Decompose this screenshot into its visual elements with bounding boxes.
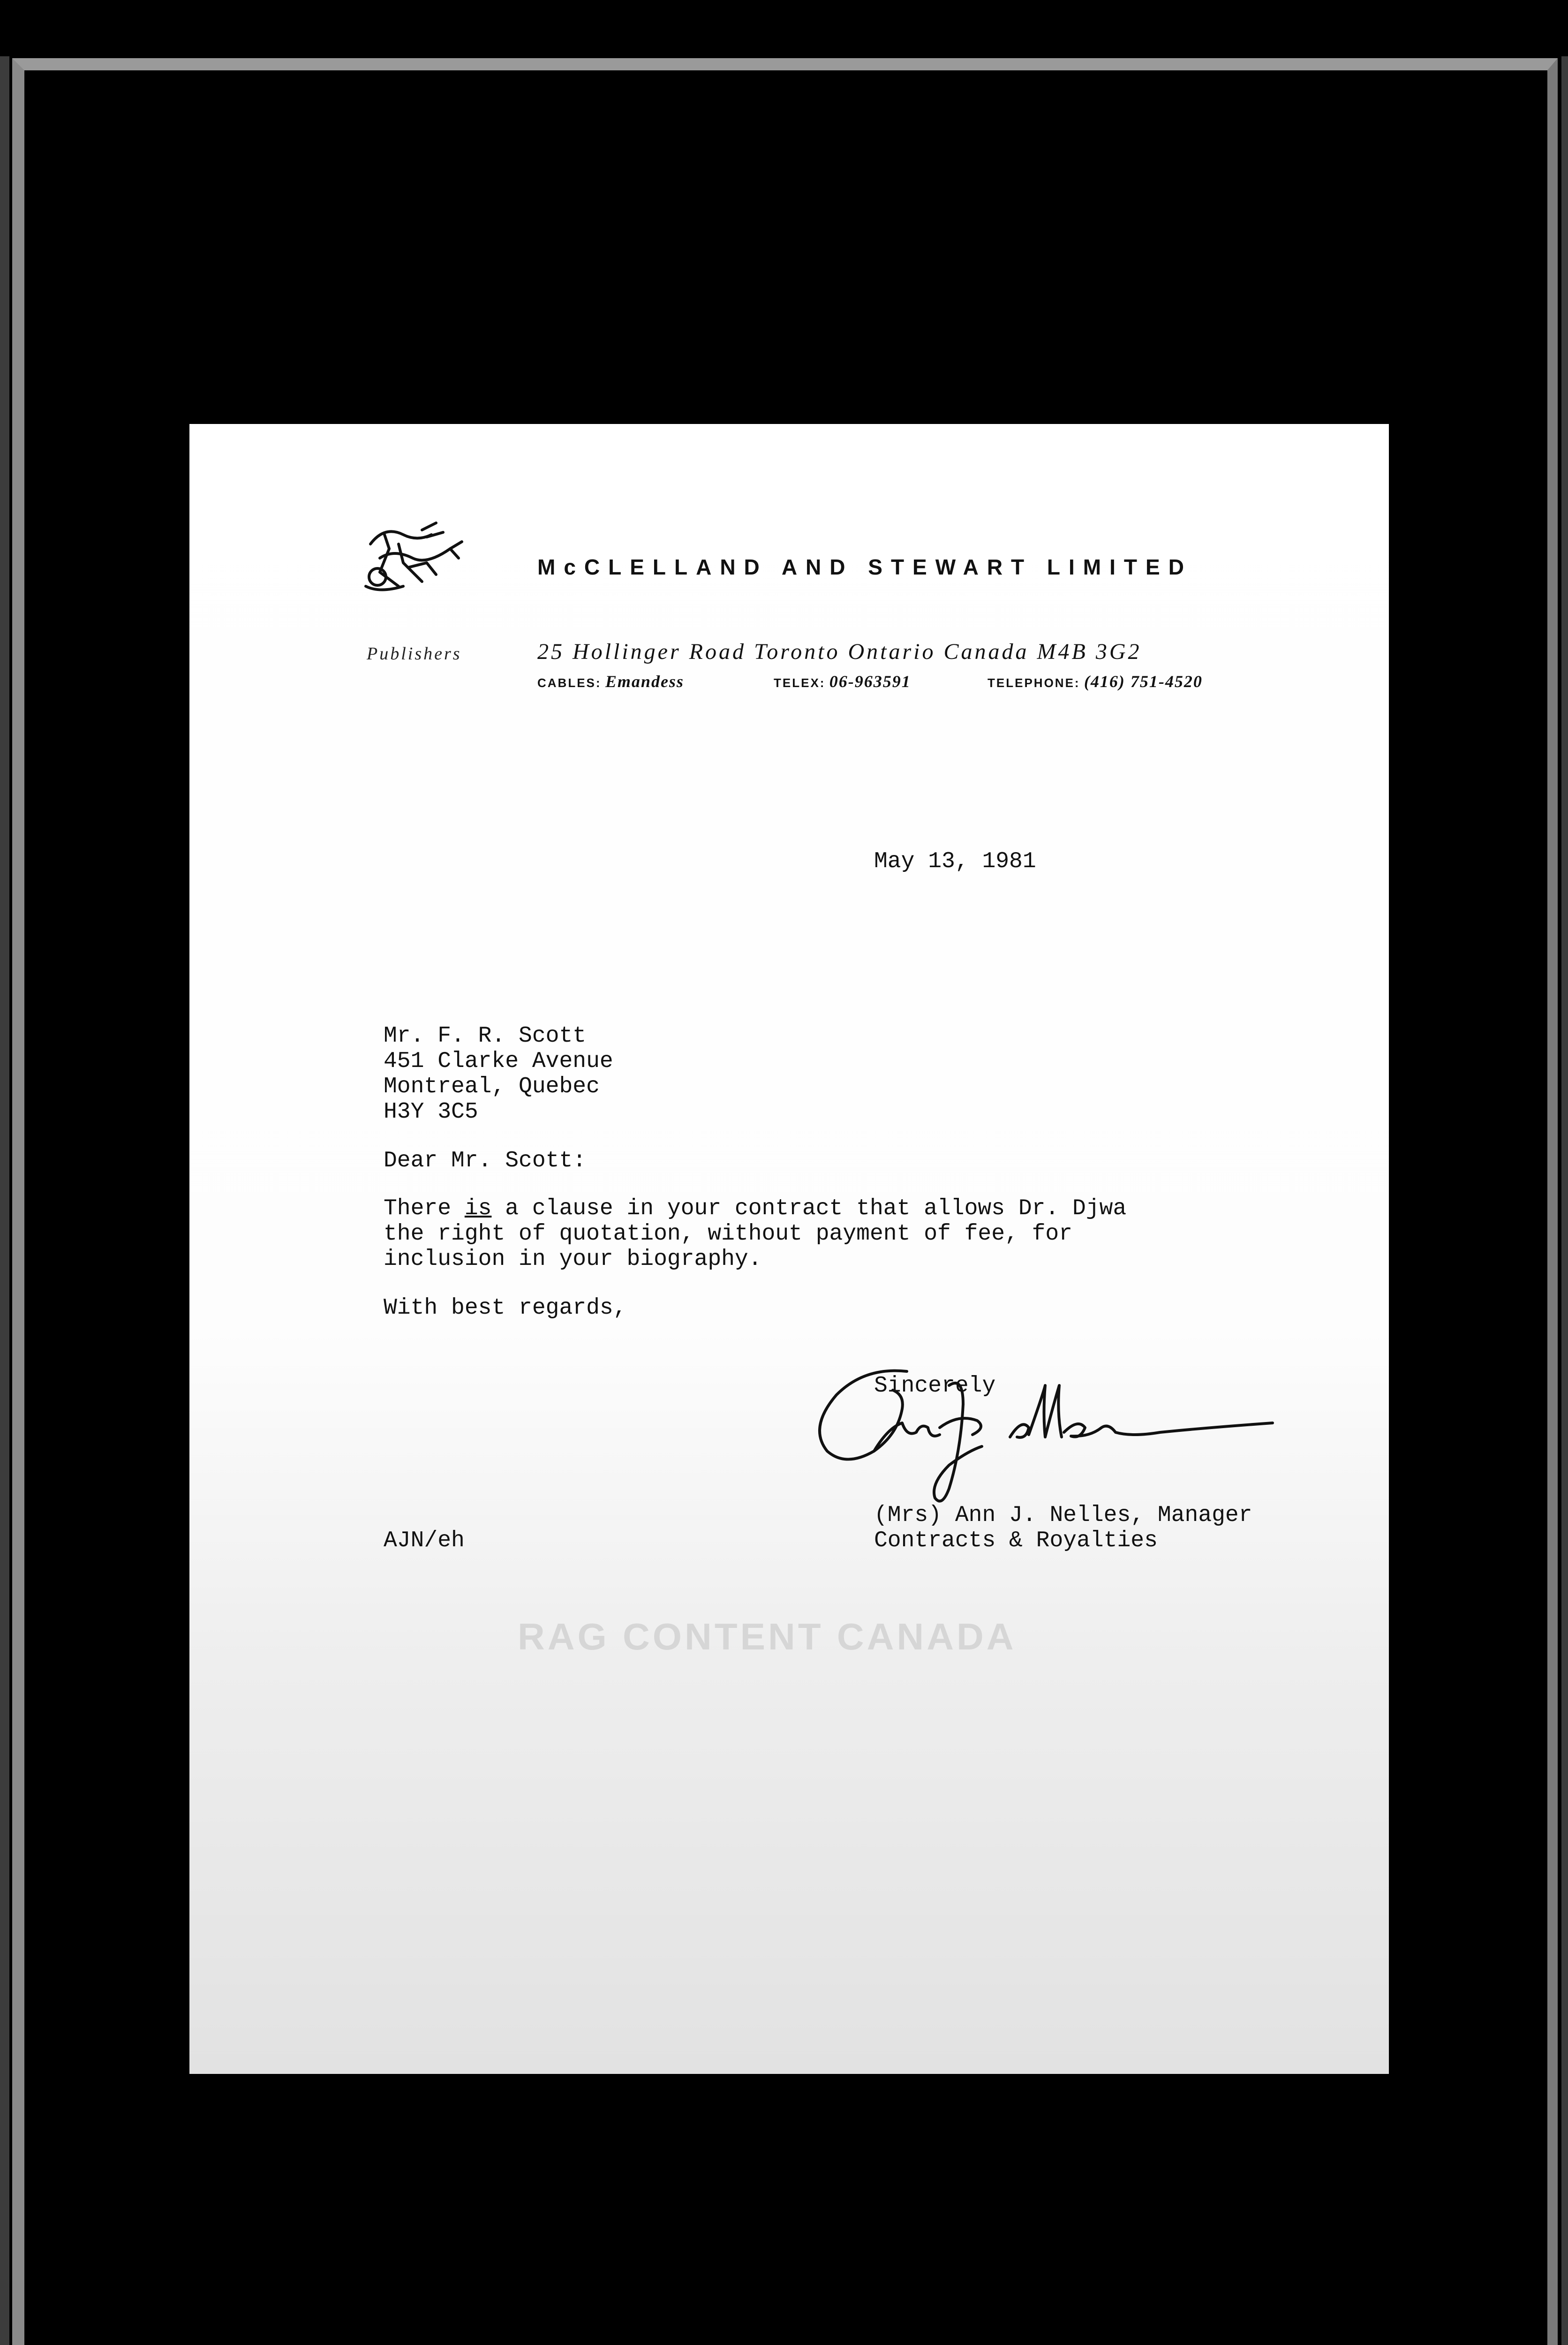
addressee-line: 451 Clarke Avenue (384, 1049, 613, 1074)
contact-line (537, 672, 1288, 695)
letter-page (189, 424, 1389, 2074)
signer-block (874, 1503, 1252, 1553)
publisher-logo-icon (352, 516, 464, 600)
telex-label: TELEX: (774, 676, 826, 690)
publishers-label: Publishers (367, 644, 462, 664)
letter-date: May 13, 1981 (874, 849, 1036, 874)
typist-initials: AJN/eh (384, 1528, 465, 1553)
paper-watermark: RAG CONTENT CANADA (518, 1616, 1017, 1657)
body-text-segment: There (384, 1196, 465, 1221)
film-edge-right (1561, 56, 1568, 2345)
film-edge-left (0, 56, 9, 2345)
cables-value: Emandess (605, 672, 684, 691)
letter-body (384, 1196, 1126, 1272)
body-line (384, 1196, 1126, 1221)
addressee-line: Mr. F. R. Scott (384, 1023, 587, 1049)
telephone-value: (416) 751-4520 (1084, 672, 1203, 691)
salutation: Dear Mr. Scott: (384, 1148, 587, 1173)
body-emphasis: is (464, 1196, 492, 1221)
body-text-segment: a clause in your contract that allows Dr. Djwa (491, 1196, 1127, 1221)
telex-contact (774, 672, 911, 691)
body-line: the right of quotation, without payment of fee, for (384, 1221, 1073, 1247)
company-address: 25 Hollinger Road Toronto Ontario Canada M4B 3G2 (537, 639, 1142, 664)
addressee-line: Montreal, Quebec (384, 1074, 600, 1099)
closing: With best regards, (384, 1295, 627, 1321)
addressee-block (384, 1023, 613, 1125)
handwritten-signature (808, 1357, 1277, 1521)
sincerely: Sincerely (874, 1373, 996, 1399)
telephone-contact (988, 672, 1203, 691)
cables-contact (537, 672, 684, 691)
telex-value: 06-963591 (829, 672, 911, 691)
signer-name: (Mrs) Ann J. Nelles, Manager (874, 1503, 1252, 1528)
signer-department: Contracts & Royalties (874, 1528, 1158, 1553)
cables-label: CABLES: (537, 676, 602, 690)
addressee-line: H3Y 3C5 (384, 1099, 478, 1125)
body-line: inclusion in your biography. (384, 1247, 762, 1272)
telephone-label: TELEPHONE: (988, 676, 1080, 690)
company-name: McCLELLAND AND STEWART LIMITED (537, 555, 1192, 579)
